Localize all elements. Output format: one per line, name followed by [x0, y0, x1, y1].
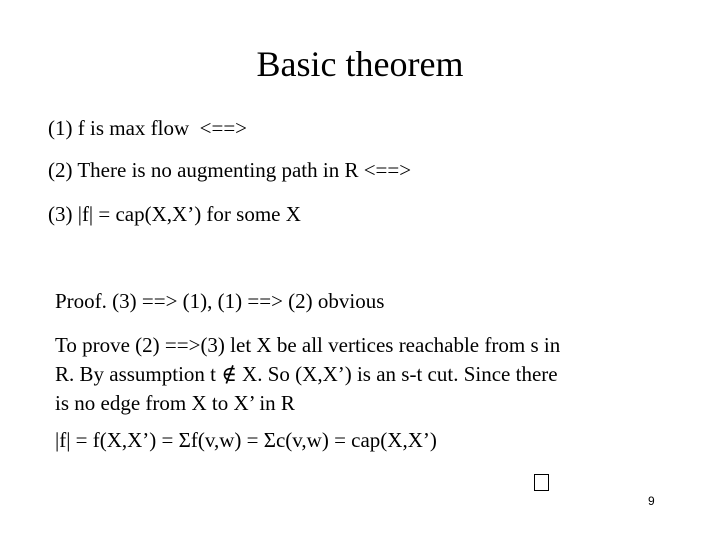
- capacity-formula: |f| = f(X,X’) = Σf(v,w) = Σc(v,w) = cap(X,X’): [55, 428, 437, 452]
- proof-line-2: To prove (2) ==>(3) let X be all vertices reachable from s in: [55, 333, 561, 357]
- statement-1: (1) f is max flow <==>: [48, 116, 248, 140]
- slide-title: Basic theorem: [256, 44, 464, 84]
- qed-box-icon: [534, 474, 549, 491]
- proof-line-1: Proof. (3) ==> (1), (1) ==> (2) obvious: [55, 289, 385, 313]
- proof-line-3: R. By assumption t ∉ X. So (X,X’) is an s-t cut. Since there: [55, 362, 558, 386]
- proof-line-4: is no edge from X to X’ in R: [55, 391, 295, 415]
- statement-2: (2) There is no augmenting path in R <==>: [48, 158, 412, 182]
- statement-3: (3) |f| = cap(X,X’) for some X: [48, 202, 301, 226]
- slide-number: 9: [648, 494, 655, 508]
